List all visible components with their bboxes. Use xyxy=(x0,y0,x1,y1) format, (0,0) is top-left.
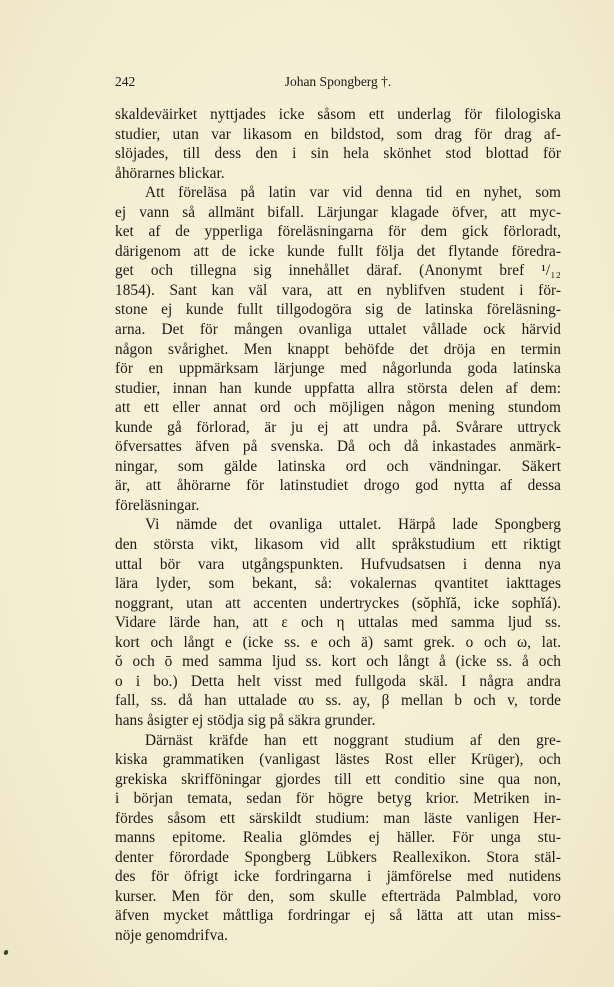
text-line: Att föreläsa på latin var vid denna tid en nyhet, som xyxy=(145,184,561,202)
text-line: manns epitome. Realia glömdes ej häller. För unga stu- xyxy=(115,829,561,847)
text-line: föreläsningar. xyxy=(115,496,200,514)
text-line: studier, utan var likasom en bildstod, som drag för drag af- xyxy=(115,125,561,143)
text-line: Vi nämde det ovanliga uttalet. Härpå lade Spongberg xyxy=(145,516,561,534)
text-line: att ett eller annat ord och möjligen någon mening stundom xyxy=(115,399,561,417)
text-line: arna. Det för mången ovanliga uttalet vållade ock härvid xyxy=(115,321,561,339)
body-text xyxy=(115,105,561,946)
text-line: des för öfrigt icke fordringarna i jämförelse med nutidens xyxy=(115,868,561,886)
text-line: nöje genomdrifva. xyxy=(115,926,228,944)
text-line: o i bo.) Detta helt visst med fullgoda skäl. I några andra xyxy=(115,672,561,690)
text-line: lära lyder, som bekant, så: vokalernas qvantitet iakttages xyxy=(115,575,561,593)
text-line: ningar, som gälde latinska ord och vändningar. Säkert xyxy=(115,457,561,475)
text-line: denter förordade Spongberg Lübkers Reallexikon. Stora stäl- xyxy=(115,848,561,866)
text-line: kunde gå förlorad, är ju ej att undra på. Svårare uttryck xyxy=(115,418,561,436)
text-line: stone ej kunde fullt tillgodogöra sig de latinska föreläsning- xyxy=(115,301,561,319)
text-line: öfversattes äfven på svenska. Då och då inkastades anmärk- xyxy=(115,438,561,456)
text-line: studier, innan han kunde uppfatta allra största delen af dem: xyxy=(115,379,561,397)
text-line: get och tillegna sig innehållet däraf. (Anonymt bref ¹/₁₂ xyxy=(115,262,561,280)
text-line: fall, ss. då han uttalade αυ ss. ay, β mellan b och v, torde xyxy=(115,692,561,710)
text-line: Vidare lärde han, att ε och η uttalas med samma ljud ss. xyxy=(115,614,561,632)
margin-speck xyxy=(3,949,8,955)
text-line: därigenom att de icke kunde fullt följa det flytande föredra- xyxy=(115,242,561,260)
text-line: för en uppmärksam lärjunge med någorlunda goda latinska xyxy=(115,360,561,378)
text-line: i början temata, sedan för högre betyg krior. Metriken in- xyxy=(115,790,561,808)
text-line: kort och långt e (icke ss. e och ä) samt grek. ο och ω, lat. xyxy=(115,633,561,651)
text-line: grekiska skrifföningar gjordes till ett conditio sine qua non, xyxy=(115,770,561,788)
text-line: 1854). Sant kan väl vara, att en nyblifven student i för- xyxy=(115,281,561,299)
text-line: är, att åhörarne för latinstudiet drogo god nytta af dessa xyxy=(115,477,561,495)
text-line: slöjades, till dess den i sin hela skönhet stod blottad för xyxy=(115,145,561,163)
text-line: uttal bör vara utgångspunkten. Hufvudsatsen i denna nya xyxy=(115,555,561,573)
text-line: fördes såsom ett särskildt studium: man läste vanligen Her- xyxy=(115,809,561,827)
text-line: äfven mycket måttliga fordringar ej så lätta att utan miss- xyxy=(115,907,561,925)
text-line: ej vann så allmänt bifall. Lärjungar klagade öfver, att myc- xyxy=(115,203,561,221)
text-line: hans åsigter ej stödja sig på säkra grunder. xyxy=(115,711,376,729)
page-number: 242 xyxy=(115,74,136,89)
running-title: Johan Spongberg †. xyxy=(284,74,392,89)
page-header xyxy=(115,74,561,94)
text-line: den största vikt, likasom vid allt språkstudium ett riktigt xyxy=(115,536,561,554)
text-line: skaldeväirket nyttjades icke såsom ett underlag för filologiska xyxy=(115,106,561,123)
text-line: kurser. Men för den, som skulle efterträda Palmblad, voro xyxy=(115,887,561,905)
text-line: ŏ och ō med samma ljud ss. kort och långt å (icke ss. å och xyxy=(115,653,561,671)
text-line: noggrant, utan att accenten undertryckes (sŏphĭă, icke sophĭá). xyxy=(115,594,561,612)
text-line: ket af de ypperliga föreläsningarna för dem gick förloradt, xyxy=(115,223,561,241)
text-line: Därnäst kräfde han ett noggrant studium af den gre- xyxy=(145,731,561,749)
text-line: någon svårighet. Men knappt behöfde det dröja en termin xyxy=(115,340,561,358)
text-line: åhörarnes blickar. xyxy=(115,164,225,182)
text-line: kiska grammatiken (vanligast lästes Rost eller Krüger), och xyxy=(115,751,561,769)
